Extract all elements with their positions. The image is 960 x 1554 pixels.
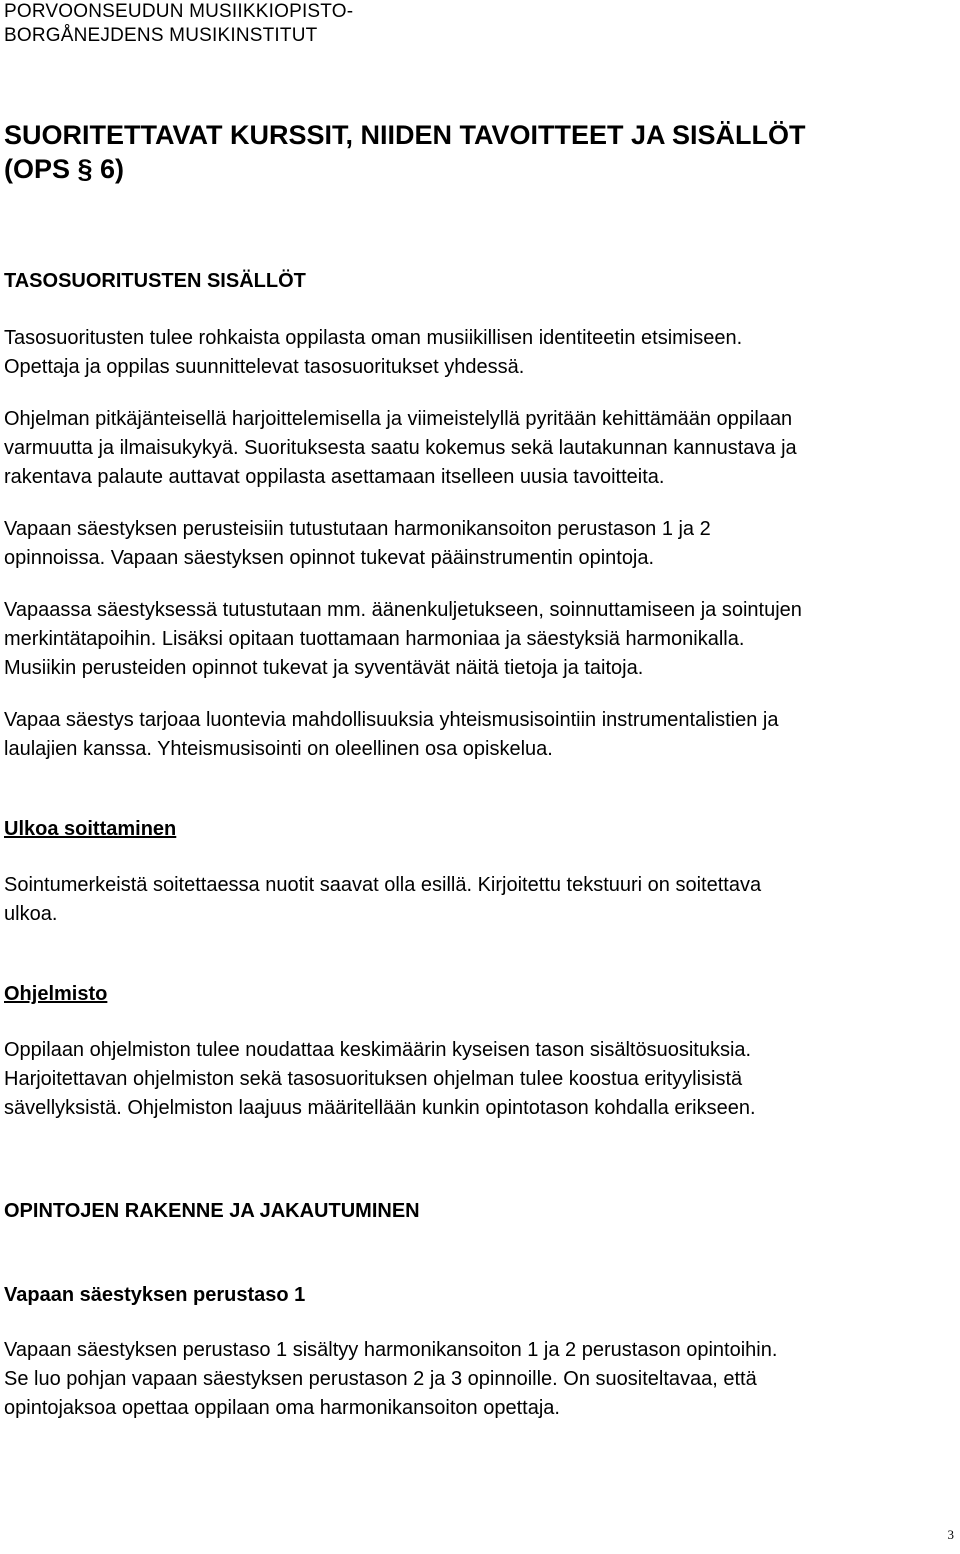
- org-name-swedish: BORGÅNEJDENS MUSIKINSTITUT: [4, 25, 318, 46]
- paragraph: [4, 706, 956, 764]
- document-title-line-2: (OPS § 6): [4, 154, 125, 184]
- document-title-line-1: SUORITETTAVAT KURSSIT, NIIDEN TAVOITTEET JA SISÄLLÖT: [4, 120, 806, 150]
- paragraph-line: Sointumerkeistä soitettaessa nuotit saavat olla esillä. Kirjoitettu tekstuuri on soitettava: [4, 874, 762, 896]
- paragraph-line: Ohjelman pitkäjänteisellä harjoittelemisella ja viimeistelyllä pyritään kehittämään oppilaan: [4, 408, 793, 430]
- paragraph-line: opinnoissa. Vapaan säestyksen opinnot tukevat pääinstrumentin opintoja.: [4, 547, 655, 569]
- paragraph: [4, 515, 956, 573]
- paragraph: [4, 1336, 956, 1423]
- paragraph-line: Oppilaan ohjelmiston tulee noudattaa keskimäärin kyseisen tason sisältösuosituksia.: [4, 1039, 752, 1061]
- paragraph-line: Musiikin perusteiden opinnot tukevat ja syventävät näitä tietoja ja taitoja.: [4, 657, 644, 679]
- paragraph-line: sävellyksistä. Ohjelmiston laajuus määritellään kunkin opintotason kohdalla erikseen.: [4, 1097, 756, 1119]
- section-heading-tasosuoritusten: TASOSUORITUSTEN SISÄLLÖT: [4, 270, 306, 292]
- paragraph: [4, 871, 956, 929]
- paragraph-line: Vapaan säestyksen perusteisiin tutustutaan harmonikansoiton perustason 1 ja 2: [4, 518, 711, 540]
- paragraph-line: Harjoitettavan ohjelmiston sekä tasosuorituksen ohjelman tulee koostua erityylisistä: [4, 1068, 743, 1090]
- paragraph-line: varmuutta ja ilmaisukykyä. Suorituksesta saatu kokemus sekä lautakunnan kannustava ja: [4, 437, 797, 459]
- paragraph: [4, 1036, 956, 1123]
- section-heading-ulkoa-soittaminen: Ulkoa soittaminen: [4, 818, 177, 840]
- paragraph-line: Tasosuoritusten tulee rohkaista oppilasta oman musiikillisen identiteetin etsimiseen.: [4, 327, 743, 349]
- paragraph-line: Vapaan säestyksen perustaso 1 sisältyy harmonikansoiton 1 ja 2 perustason opintoihin.: [4, 1339, 778, 1361]
- paragraph-line: Vapaassa säestyksessä tutustutaan mm. äänenkuljetukseen, soinnuttamiseen ja sointujen: [4, 599, 802, 621]
- paragraph-line: Vapaa säestys tarjoaa luontevia mahdollisuuksia yhteismusisointiin instrumentalistien ja: [4, 709, 779, 731]
- paragraph-line: rakentava palaute auttavat oppilasta asettamaan itselleen uusia tavoitteita.: [4, 466, 665, 488]
- section-heading-opintojen-rakenne: OPINTOJEN RAKENNE JA JAKAUTUMINEN: [4, 1200, 420, 1222]
- paragraph-line: Se luo pohjan vapaan säestyksen perustason 2 ja 3 opinnoille. On suositeltavaa, että: [4, 1368, 757, 1390]
- paragraph-line: merkintätapoihin. Lisäksi opitaan tuottamaan harmoniaa ja säestyksiä harmonikalla.: [4, 628, 745, 650]
- page-number: 3: [947, 1527, 954, 1542]
- section-heading-perustaso-1: Vapaan säestyksen perustaso 1: [4, 1284, 306, 1306]
- paragraph: [4, 405, 956, 492]
- paragraph: [4, 596, 956, 683]
- paragraph: [4, 324, 956, 382]
- paragraph-line: Opettaja ja oppilas suunnittelevat tasosuoritukset yhdessä.: [4, 356, 525, 378]
- section-heading-ohjelmisto: Ohjelmisto: [4, 983, 108, 1005]
- paragraph-line: opintojaksoa opettaa oppilaan oma harmonikansoiton opettaja.: [4, 1397, 560, 1419]
- document-title: [4, 118, 806, 186]
- organization-header: [4, 0, 353, 48]
- paragraph-line: laulajien kanssa. Yhteismusisointi on oleellinen osa opiskelua.: [4, 738, 553, 760]
- paragraph-line: ulkoa.: [4, 903, 58, 925]
- org-name-finnish: PORVOONSEUDUN MUSIIKKIOPISTO-: [4, 1, 354, 22]
